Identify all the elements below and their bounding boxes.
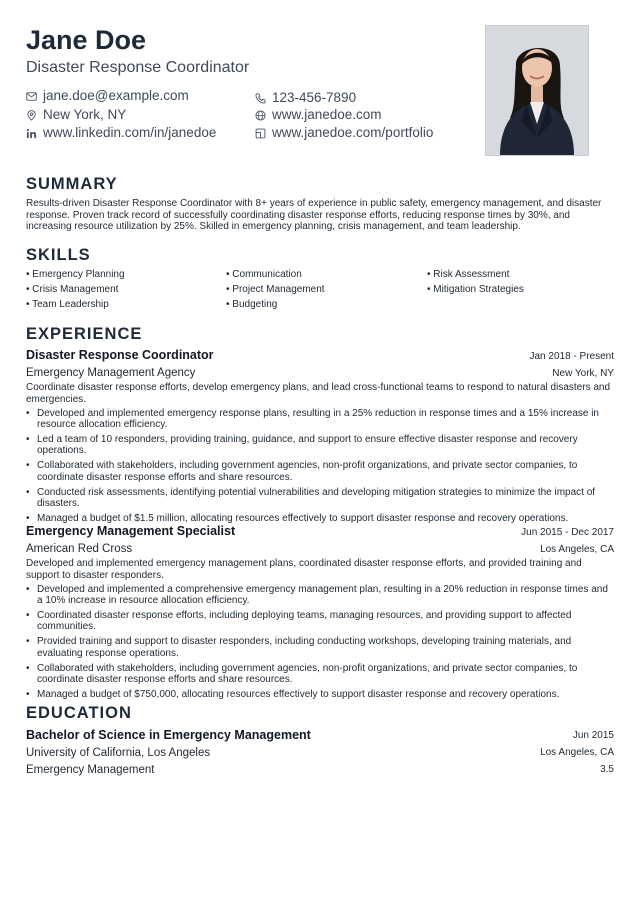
profile-photo-image xyxy=(486,26,588,155)
achievement-item: • Conducted risk assessments, identifying potential vulnerabilities and developing mitigation strategies to minimize the impact of disasters. xyxy=(26,487,614,509)
degree-title: Bachelor of Science in Emergency Management xyxy=(26,728,311,742)
resume-page xyxy=(26,0,614,776)
achievement-item: • Led a team of 10 responders, providing training, guidance, and support to ensure effective disaster response and recovery operations. xyxy=(26,434,614,456)
linkedin-text: www.linkedin.com/in/janedoe xyxy=(43,125,217,140)
summary-heading: SUMMARY xyxy=(26,175,118,193)
skill-item: • Risk Assessment xyxy=(427,269,510,280)
job-title: Disaster Response Coordinator xyxy=(26,348,214,362)
skill-item: • Emergency Planning xyxy=(26,269,125,280)
location-text: New York, NY xyxy=(43,107,127,122)
portfolio-text: www.janedoe.com/portfolio xyxy=(272,125,434,140)
job-dates: Jan 2018 - Present xyxy=(529,351,614,362)
achievement-item: • Developed and implemented a comprehensive emergency management plan, resulting in a 20% reduction in response times and a 10% increase in resource allocation efficiency. xyxy=(26,584,614,606)
candidate-name: Jane Doe xyxy=(26,25,147,55)
contact-linkedin[interactable] xyxy=(26,125,216,141)
job-location: New York, NY xyxy=(552,368,614,379)
email-text: jane.doe@example.com xyxy=(43,88,189,103)
education-date: Jun 2015 xyxy=(572,730,614,741)
globe-icon xyxy=(255,110,266,121)
job-dates: Jun 2015 - Dec 2017 xyxy=(521,527,614,538)
achievement-item: • Managed a budget of $750,000, allocating resources effectively to support disaster response and recovery operations. xyxy=(26,689,614,700)
linkedin-icon xyxy=(26,128,37,139)
achievement-item: • Provided training and support to disaster responders, including conducting workshops, developing training materials, and evaluating response operations. xyxy=(26,636,614,658)
job-location: Los Angeles, CA xyxy=(540,544,614,555)
skill-item: • Crisis Management xyxy=(26,284,119,295)
website-text: www.janedoe.com xyxy=(272,107,382,122)
job-organization: American Red Cross xyxy=(26,543,133,555)
portfolio-icon xyxy=(255,128,266,139)
skill-item: • Team Leadership xyxy=(26,299,109,310)
phone-text: 123-456-7890 xyxy=(272,90,357,105)
education-heading: EDUCATION xyxy=(26,704,132,722)
skill-item: • Communication xyxy=(226,269,302,280)
skill-item: • Budgeting xyxy=(226,299,278,310)
phone-icon xyxy=(255,93,266,104)
skill-item: • Project Management xyxy=(226,284,325,295)
experience-heading: EXPERIENCE xyxy=(26,325,143,343)
education-gpa: 3.5 xyxy=(600,764,614,775)
job-description: Coordinate disaster response efforts, develop emergency plans, and lead cross-functional teams to respond to natural disasters and emergencies. xyxy=(26,382,611,405)
resume-header xyxy=(26,0,614,160)
school-location: Los Angeles, CA xyxy=(540,747,614,758)
candidate-title: Disaster Response Coordinator xyxy=(26,59,250,76)
summary-text: Results-driven Disaster Response Coordinator with 8+ years of experience in public safety, emergency management, and disaster response. Proven track record of successfully coordinating disaster response efforts, reducing response times by 30%, and increasing resource utilization by 25%. Skilled in emergency planning, crisis management, and team leadership. xyxy=(26,198,602,233)
contact-email[interactable] xyxy=(26,88,189,104)
school-name: University of California, Los Angeles xyxy=(26,747,211,759)
job-achievements xyxy=(26,408,614,528)
contact-website[interactable] xyxy=(255,107,382,123)
contact-location xyxy=(26,107,126,123)
profile-photo xyxy=(485,25,589,156)
skill-item: • Mitigation Strategies xyxy=(427,284,524,295)
job-achievements xyxy=(26,584,614,704)
location-pin-icon xyxy=(26,110,37,121)
job-title: Emergency Management Specialist xyxy=(26,524,236,538)
mail-icon xyxy=(26,91,37,102)
field-of-study: Emergency Management xyxy=(26,764,155,776)
contact-phone[interactable] xyxy=(255,90,356,106)
contact-portfolio[interactable] xyxy=(255,125,433,141)
job-organization: Emergency Management Agency xyxy=(26,367,196,379)
job-description: Developed and implemented emergency management plans, coordinated disaster response efforts, and provided training and support to disaster responders. xyxy=(26,558,582,581)
achievement-item: • Collaborated with stakeholders, including government agencies, non-profit organizations, and private sector companies, to coordinate disaster response efforts and share resources. xyxy=(26,460,614,482)
achievement-item: • Managed a budget of $1.5 million, allocating resources effectively to support disaster response and recovery operations. xyxy=(26,513,614,524)
achievement-item: • Coordinated disaster response efforts, including deploying teams, managing resources, and providing support to affected communities. xyxy=(26,610,614,632)
skills-heading: SKILLS xyxy=(26,246,91,264)
achievement-item: • Developed and implemented emergency response plans, resulting in a 25% reduction in response times and a 15% increase in resource allocation efficiency. xyxy=(26,408,614,430)
achievement-item: • Collaborated with stakeholders, including government agencies, non-profit organizations, and private sector companies, to coordinate disaster response efforts and share resources. xyxy=(26,663,614,685)
